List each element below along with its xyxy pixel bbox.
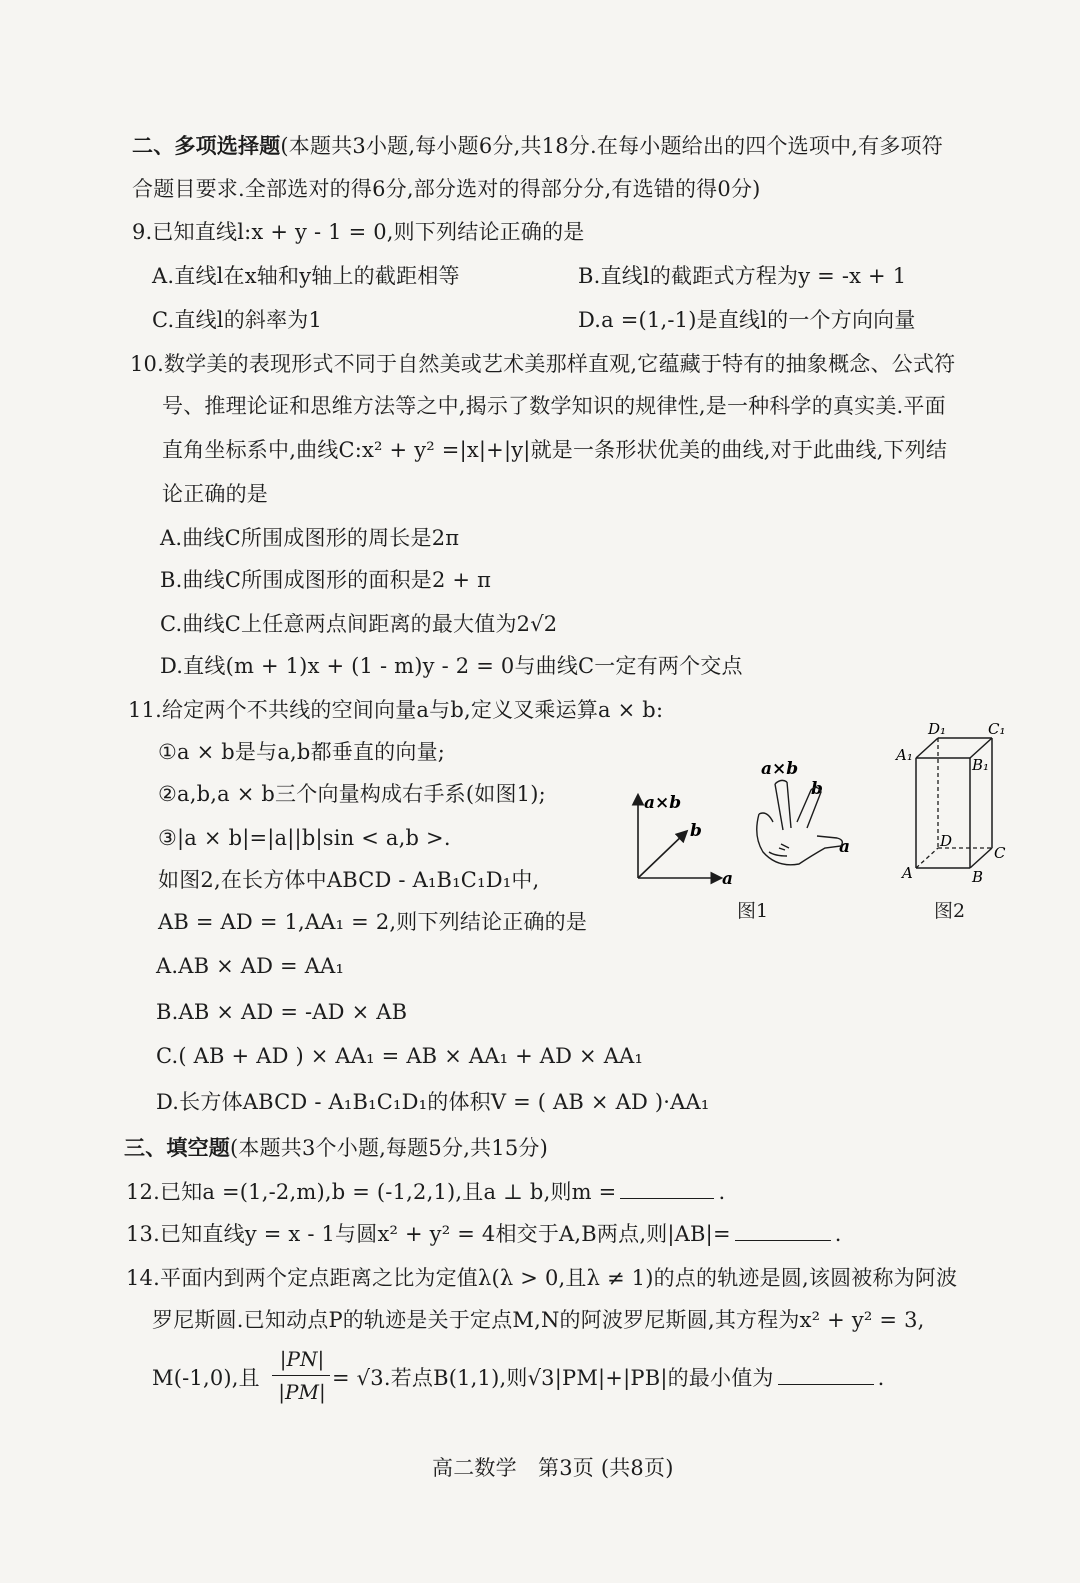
q12-text: 12.已知a =(1,-2,m),b = (-1,2,1),且a ⊥ b,则m =	[126, 1180, 617, 1204]
q11-line5: AB = AD = 1,AA₁ = 2,则下列结论正确的是	[158, 910, 588, 934]
q14-line1: 14.平面内到两个定点距离之比为定值λ(λ > 0,且λ ≠ 1)的点的轨迹是圆,该圆被称为阿波	[126, 1266, 958, 1290]
q10-line1: 10.数学美的表现形式不同于自然美或艺术美那样直观,它蕴藏于特有的抽象概念、公式符	[130, 352, 956, 376]
vertex-B1-label: B₁	[972, 756, 990, 774]
figure2-cuboid	[892, 718, 1012, 890]
q14-line3-post: = √3.若点B(1,1),则√3|PM|+|PB|的最小值为	[332, 1366, 774, 1390]
section2-title: 二、多项选择题	[132, 133, 281, 158]
q9-option-b: B.直线l的截距式方程为y = -x + 1	[578, 264, 907, 288]
q9-option-a: A.直线l在x轴和y轴上的截距相等	[152, 264, 460, 288]
q14-fraction-denominator: |PM|	[278, 1380, 326, 1404]
axis-a-label: a	[722, 869, 734, 889]
q10-line3: 直角坐标系中,曲线C:x² + y² =|x|+|y|就是一条形状优美的曲线,对于此曲线,下列结	[162, 438, 948, 462]
edge-AD-hidden	[916, 848, 938, 868]
q12-line	[126, 1178, 725, 1206]
q11-stem: 11.给定两个不共线的空间向量a与b,定义叉乘运算a × b:	[128, 698, 664, 722]
q9-option-d: D.a =(1,-1)是直线l的一个方向向量	[578, 308, 916, 332]
q11-option-a: A.AB × AD = AA₁	[156, 954, 345, 978]
q10-option-d: D.直线(m + 1)x + (1 - m)y - 2 = 0与曲线C一定有两个交点	[160, 654, 743, 678]
hand-b-label: b	[811, 779, 823, 799]
q11-option-b: B.AB × AD = -AD × AB	[156, 1000, 408, 1024]
figure1-right-hand	[745, 752, 857, 882]
edge-A1D1	[916, 738, 938, 758]
q13-answer-blank[interactable]	[735, 1220, 831, 1241]
q11-item2: ②a,b,a × b三个向量构成右手系(如图1);	[158, 782, 546, 806]
q14-line3-rest	[332, 1364, 885, 1392]
q10-line4: 论正确的是	[162, 482, 268, 506]
page-footer: 高二数学 第3页 (共8页)	[432, 1456, 674, 1480]
figure1-caption: 图1	[737, 900, 769, 922]
section3-desc: (本题共3个小题,每题5分,共15分)	[230, 1136, 548, 1160]
q9-option-c: C.直线l的斜率为1	[152, 308, 323, 332]
section2-header	[132, 132, 943, 160]
q13-text: 13.已知直线y = x - 1与圆x² + y² = 4相交于A,B两点,则|AB|=	[126, 1222, 731, 1246]
vertex-D1-label: D₁	[928, 720, 947, 738]
q10-line2: 号、推理论证和思维方法等之中,揭示了数学知识的规律性,是一种科学的真实美.平面	[162, 394, 946, 418]
edge-B1C1	[970, 738, 992, 758]
hand-axb-label: a×b	[761, 759, 799, 779]
axis-axb-label: a×b	[644, 793, 682, 813]
q14-answer-blank[interactable]	[778, 1364, 874, 1385]
q14-end: .	[877, 1366, 885, 1390]
hand-drawing	[757, 780, 843, 864]
q11-option-c: C.( AB + AD ) × AA₁ = AB × AA₁ + AD × AA₁	[156, 1044, 644, 1068]
q13-line	[126, 1220, 842, 1248]
q12-end: .	[718, 1180, 726, 1204]
vertex-B-label: B	[972, 868, 984, 886]
q11-option-d: D.长方体ABCD - A₁B₁C₁D₁的体积V = ( AB × AD )·AA₁	[156, 1090, 710, 1114]
q9-stem: 9.已知直线l:x + y - 1 = 0,则下列结论正确的是	[132, 220, 585, 244]
axis-b-label: b	[690, 821, 702, 841]
q10-option-c: C.曲线C上任意两点间距离的最大值为2√2	[160, 612, 558, 636]
q10-option-b: B.曲线C所围成图形的面积是2 + π	[160, 568, 492, 592]
vertex-D-label: D	[940, 832, 953, 850]
vertex-A1-label: A₁	[896, 746, 913, 764]
q14-fraction-bar	[272, 1375, 330, 1376]
vertex-A-label: A	[902, 864, 913, 882]
q14-line3-pre: M(-1,0),且	[152, 1366, 260, 1390]
q14-fraction-numerator: |PN|	[279, 1347, 325, 1371]
hand-a-label: a	[839, 837, 851, 857]
vertex-C1-label: C₁	[988, 720, 1006, 738]
section3-title: 三、填空题	[124, 1135, 230, 1160]
q10-option-a: A.曲线C所围成图形的周长是2π	[160, 526, 460, 550]
section2-desc-line2: 合题目要求.全部选对的得6分,部分选对的得部分分,有选错的得0分)	[132, 177, 761, 201]
vertex-C-label: C	[994, 844, 1006, 862]
section3-header	[124, 1134, 548, 1162]
edge-BC	[970, 848, 992, 868]
q11-line4: 如图2,在长方体中ABCD - A₁B₁C₁D₁中,	[158, 868, 540, 892]
q13-end: .	[834, 1222, 842, 1246]
section2-desc-line1: (本题共3小题,每小题6分,共18分.在每小题给出的四个选项中,有多项符	[280, 134, 943, 158]
q11-item3: ③|a × b|=|a||b|sin < a,b >.	[158, 826, 451, 850]
q12-answer-blank[interactable]	[620, 1178, 714, 1199]
q14-line2: 罗尼斯圆.已知动点P的轨迹是关于定点M,N的阿波罗尼斯圆,其方程为x² + y² = 3,	[152, 1308, 925, 1332]
axis-b-arrow	[638, 832, 686, 878]
figure2-caption: 图2	[934, 900, 966, 922]
q11-item1: ①a × b是与a,b都垂直的向量;	[158, 740, 446, 764]
figure1-axes	[620, 770, 750, 890]
